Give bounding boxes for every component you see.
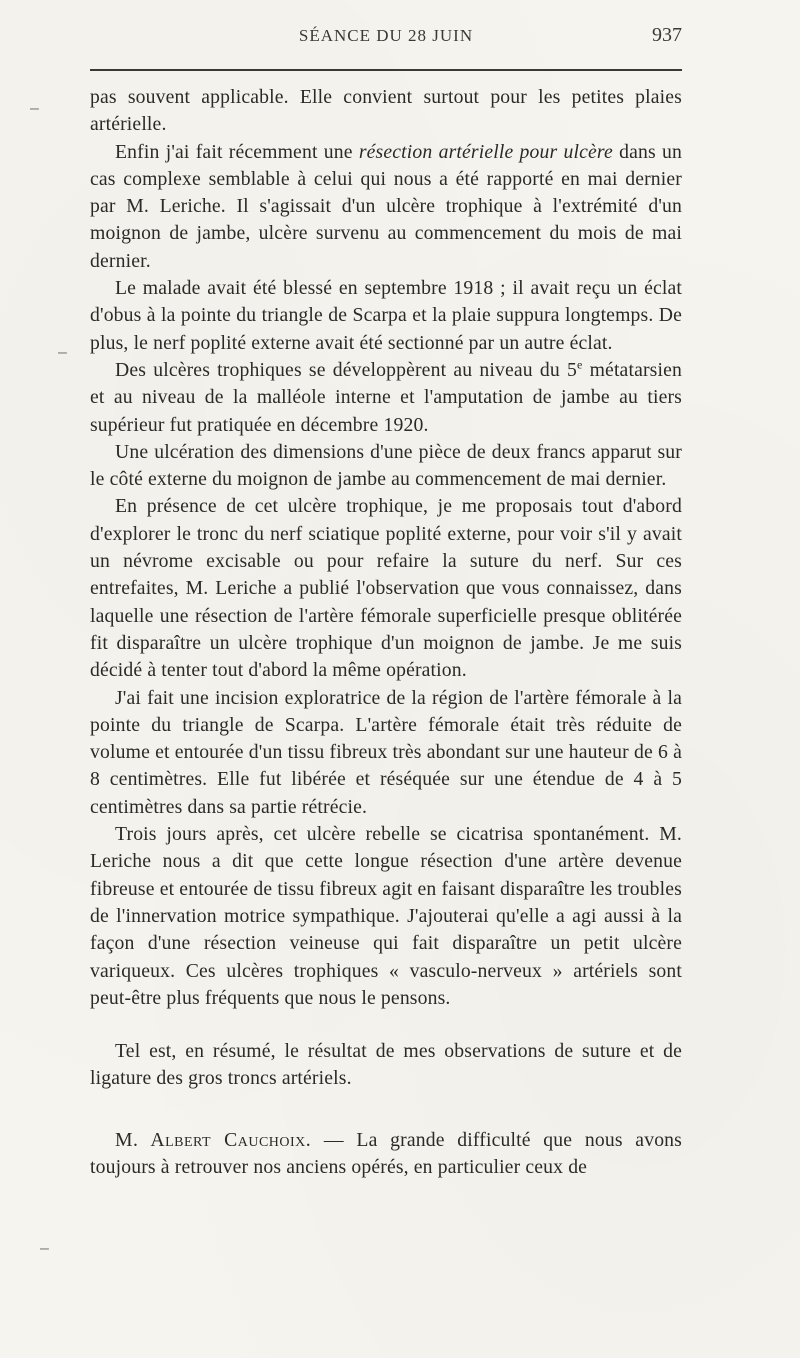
paragraph-text: En présence de cet ulcère trophique, je me proposais tout d'abord d'explorer le tronc du nerf sciatique poplité externe, pour voir s'il y avait un névrome excisable ou pour refaire la suture du nerf. Sur ces entrefaites, M. Leriche a publié l'observation que vous connaissez, dans laquelle une résection de l'artère fémorale superficielle presque oblitérée fit disparaître un ulcère trophique d'un moignon de jambe. Je me suis décidé à tenter tout d'abord la même opération. [90, 495, 682, 682]
paragraph-text: pas souvent applicable. Elle convient surtout pour les petites plaies artérielle. [90, 86, 682, 136]
paragraph-text: dans un cas complexe semblable à celui qui nous a été rapporté en mai dernier par M. Leriche. Il s'agissait d'un ulcère trophique à l'extrémité d'un moignon de jambe, ulcère survenu au commencement du mois de mai dernier. [90, 140, 682, 272]
italic-phrase: résection artérielle pour ulcère [358, 140, 613, 163]
paragraph-text: Une ulcération des dimensions d'une pièce de deux francs apparut sur le côté externe du moignon de jambe au commencement de mai dernier. [90, 440, 682, 491]
running-head: SÉANCE DU 28 JUIN [298, 26, 474, 45]
superscript: e [576, 357, 583, 372]
paragraph-text: métatarsien et au niveau de la malléole interne et l'amputation de jambe au tiers supérieur fut pratiquée en décembre 1920. [90, 358, 682, 436]
page-number: 937 [652, 24, 682, 46]
speaker-name: M. Albert Cauchoix. [115, 1128, 312, 1151]
paragraph-text: Tel est, en résumé, le résultat de mes observations de suture et de ligature des gros troncs artériels. [90, 1040, 682, 1090]
margin-dash: – [30, 100, 39, 117]
paragraph-text: Le malade avait été blessé en septembre 1918 ; il avait reçu un éclat d'obus à la pointe du triangle de Scarpa et la plaie suppura longtemps. De plus, le nerf poplité externe avait été sectionné par un autre éclat. [90, 277, 682, 354]
margin-dash: – [40, 1240, 49, 1257]
page-header [90, 22, 682, 52]
paragraph [90, 1038, 682, 1093]
body-text [90, 84, 682, 1181]
paragraph [90, 685, 682, 821]
paragraph [90, 821, 682, 1012]
paragraph-text: — La grande difficulté que nous avons toujours à retrouver nos anciens opérés, en particulier ceux de [90, 1128, 682, 1178]
paragraph [90, 357, 682, 439]
header-rule [90, 69, 682, 71]
paragraph-text: J'ai fait une incision exploratrice de la région de l'artère fémorale à la pointe du triangle de Scarpa. L'artère fémorale était très réduite de volume et entourée d'un tissu fibreux très abondant sur une hauteur de 6 à 8 centimètres. Elle fut libérée et réséquée sur une étendue de 4 à 5 centimètres dans sa partie rétrécie. [90, 686, 682, 818]
paragraph-text: Des ulcères trophiques se développèrent au niveau du 5 [115, 358, 577, 381]
paragraph [90, 1127, 682, 1182]
paragraph [90, 84, 682, 139]
paragraph-text: Trois jours après, cet ulcère rebelle se cicatrisa spontanément. M. Leriche nous a dit que cette longue résection d'une artère devenue fibreuse et entourée de tissu fibreux agit en faisant disparaître les troubles de l'innervation motrice sympathique. J'ajouterai qu'elle a agi aussi à la façon d'une résection veineuse qui fait disparaître un petit ulcère variqueux. Ces ulcères trophiques « vasculo-nerveux » artériels sont peut-être plus fréquents que nous le pensons. [90, 823, 682, 1009]
paragraph-text: Enfin j'ai fait récemment une [115, 140, 359, 163]
paragraph [90, 275, 682, 357]
margin-dash: – [58, 344, 67, 361]
paragraph [90, 139, 682, 275]
paragraph [90, 493, 682, 684]
paragraph [90, 439, 682, 494]
